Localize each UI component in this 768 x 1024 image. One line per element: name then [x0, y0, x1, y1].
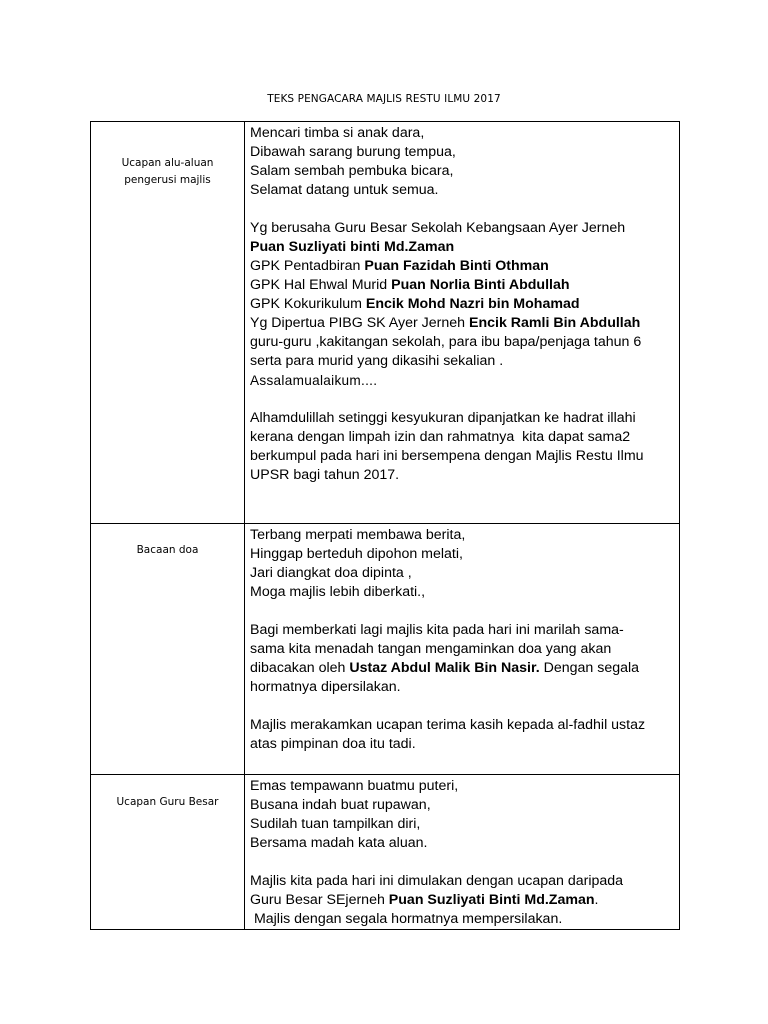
pantun-line: Dibawah sarang burung tempua, — [250, 144, 456, 160]
table-row — [91, 122, 680, 524]
guru-besar-name: Puan Suzliyati binti Md.Zaman — [250, 239, 455, 255]
document-title: TEKS PENGACARA MAJLIS RESTU ILMU 2017 — [267, 93, 501, 105]
pantun-line: Hinggap berteduh dipohon melati, — [250, 546, 463, 562]
text-line: hormatnya dipersilakan. — [250, 679, 401, 695]
text-line: atas pimpinan doa itu tadi. — [250, 736, 416, 752]
text-line: sama kita menadah tangan mengaminkan doa yang akan — [250, 641, 612, 657]
text-line: UPSR bagi tahun 2017. — [250, 467, 400, 483]
person-name: Puan Fazidah Binti Othman — [364, 258, 549, 274]
pantun-line: Terbang merpati membawa berita, — [250, 527, 466, 543]
text-segment: Guru Besar SEjerneh — [250, 892, 389, 908]
section-label: Bacaan doa — [136, 544, 199, 556]
salam-line: Assalamualaikum.... — [250, 373, 378, 388]
text-line: kerana dengan limpah izin dan rahmatnya kita dapat sama2 — [250, 429, 631, 445]
section-label: Ucapan Guru Besar — [116, 796, 219, 808]
section-label: pengerusi majlis — [124, 174, 211, 186]
pantun-line: Jari diangkat doa dipinta , — [250, 565, 412, 581]
role-text: GPK Pentadbiran — [250, 258, 365, 274]
text-line: Majlis dengan segala hormatnya mempersilakan. — [250, 911, 563, 927]
section-label-cell — [91, 122, 245, 524]
section-label-cell — [91, 775, 245, 930]
role-text: GPK Hal Ehwal Murid — [250, 277, 392, 293]
text-segment: . — [594, 892, 599, 908]
pantun-line: Busana indah buat rupawan, — [250, 797, 431, 813]
pantun-line: Bersama madah kata aluan. — [250, 835, 428, 851]
text-line: berkumpul pada hari ini bersempena dengan Majlis Restu Ilmu — [250, 448, 644, 464]
text-line: Yg berusaha Guru Besar Sekolah Kebangsaan Ayer Jerneh — [250, 220, 626, 236]
role-text: GPK Kokurikulum — [250, 296, 366, 312]
text-line: guru-guru ,kakitangan sekolah, para ibu bapa/penjaga tahun 6 — [250, 334, 642, 350]
pantun-line: Sudilah tuan tampilkan diri, — [250, 816, 421, 832]
text-line: Alhamdulillah setinggi kesyukuran dipanjatkan ke hadrat illahi — [250, 410, 636, 426]
script-content-cell — [245, 524, 680, 775]
pantun-line: Moga majlis lebih diberkati., — [250, 584, 426, 600]
person-name: Encik Ramli Bin Abdullah — [468, 315, 641, 331]
person-name: Encik Mohd Nazri bin Mohamad — [365, 296, 580, 312]
section-label-cell — [91, 524, 245, 775]
text-line: Majlis kita pada hari ini dimulakan dengan ucapan daripada — [250, 873, 624, 889]
section-label: Ucapan alu-aluan — [121, 157, 214, 169]
script-content-cell — [245, 122, 680, 524]
role-text: Yg Dipertua PIBG SK Ayer Jerneh — [250, 315, 469, 331]
table-row — [91, 775, 680, 930]
pantun-line: Salam sembah pembuka bicara, — [250, 163, 454, 179]
script-table — [90, 121, 680, 930]
pantun-line: Emas tempawann buatmu puteri, — [250, 778, 459, 794]
guru-besar-name: Puan Suzliyati Binti Md.Zaman — [388, 892, 595, 908]
text-segment: Dengan segala — [539, 660, 640, 676]
text-line: Majlis merakamkan ucapan terima kasih kepada al-fadhil ustaz — [250, 717, 646, 733]
table-row — [91, 524, 680, 775]
pantun-line: Selamat datang untuk semua. — [250, 182, 439, 198]
text-segment: dibacakan oleh — [250, 660, 350, 676]
text-line: serta para murid yang dikasihi sekalian . — [250, 353, 504, 369]
script-content-cell — [245, 775, 680, 930]
ustaz-name: Ustaz Abdul Malik Bin Nasir. — [349, 660, 540, 676]
pantun-line: Mencari timba si anak dara, — [250, 125, 425, 141]
text-line: Bagi memberkati lagi majlis kita pada hari ini marilah sama- — [250, 622, 624, 638]
person-name: Puan Norlia Binti Abdullah — [391, 277, 570, 293]
